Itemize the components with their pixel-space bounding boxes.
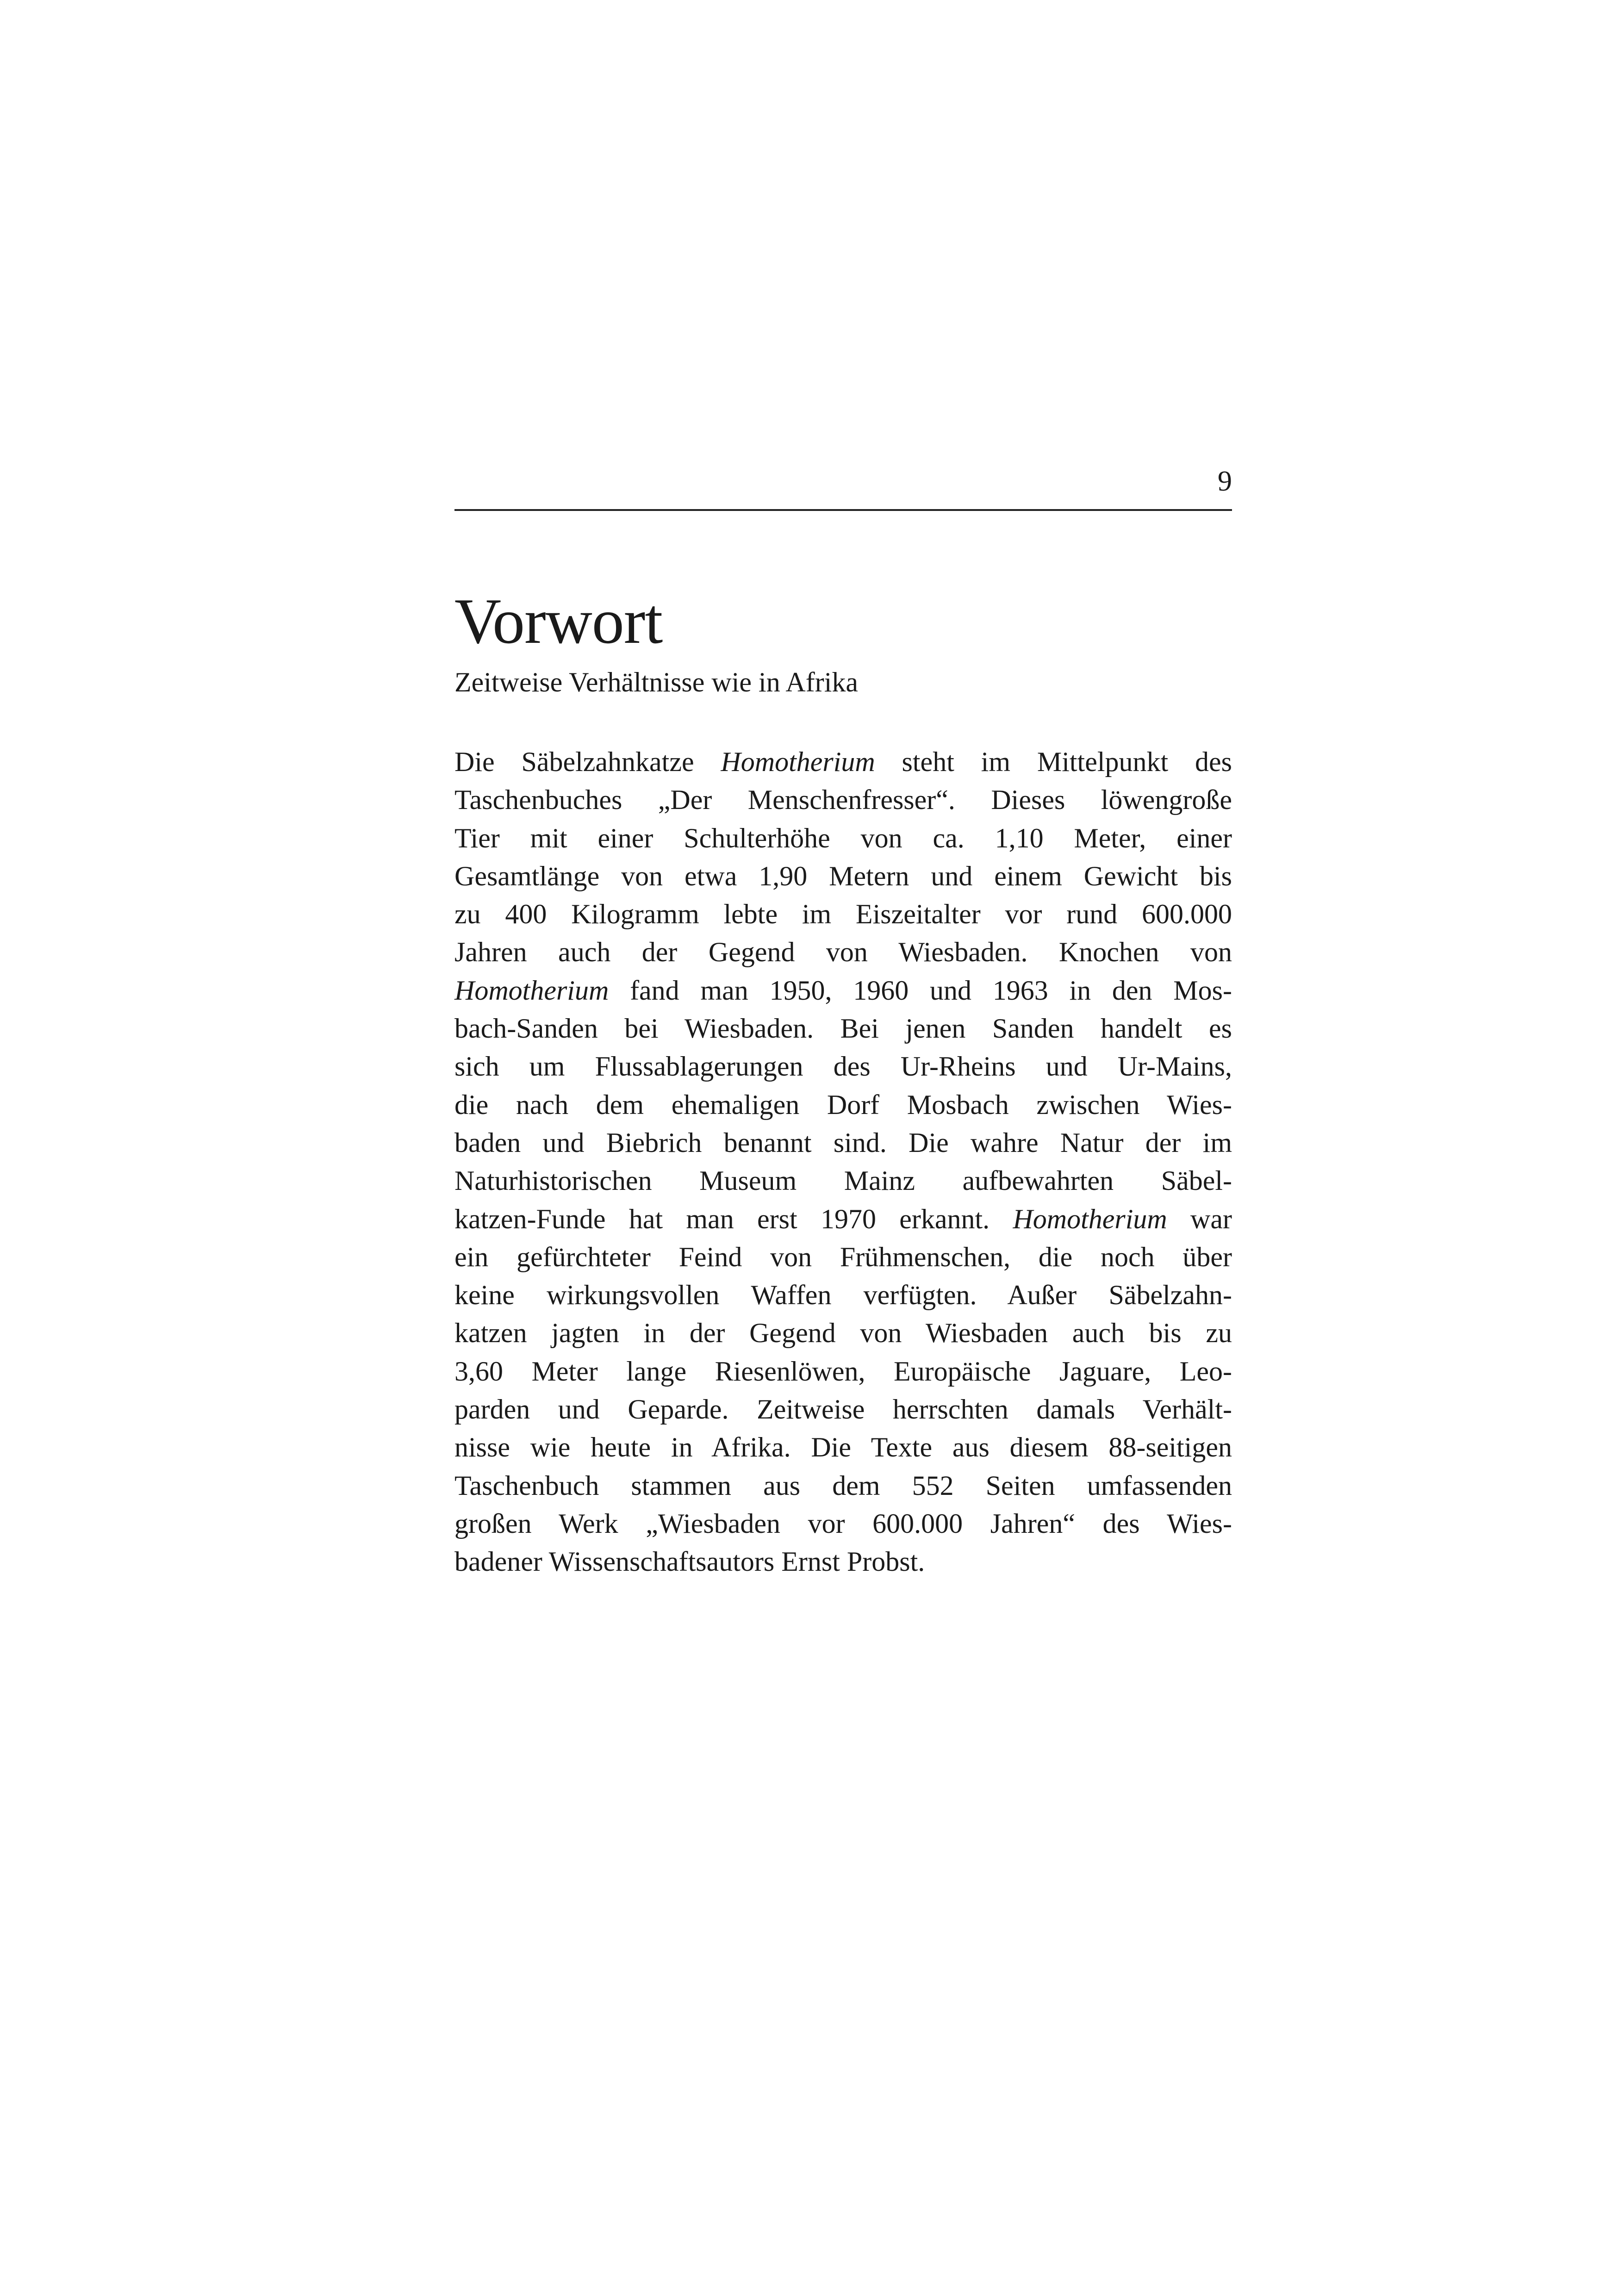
body-line <box>454 1162 1232 1200</box>
body-text-run: Jahren auch der Gegend von Wiesbaden. Knochen von <box>454 937 1232 968</box>
body-line <box>454 1047 1232 1085</box>
body-text-run: Taschenbuch stammen aus dem 552 Seiten umfassenden <box>454 1470 1232 1501</box>
chapter-subtitle: Zeitweise Verhältnisse wie in Afrika <box>454 667 858 697</box>
body-line <box>454 1390 1232 1428</box>
body-line <box>454 781 1232 819</box>
italic-taxon-name: Homotherium <box>454 975 609 1006</box>
running-header <box>454 463 1232 512</box>
body-line <box>454 971 1232 1009</box>
body-line <box>454 1467 1232 1505</box>
body-text-run: Tier mit einer Schulterhöhe von ca. 1,10 Meter, einer <box>454 822 1232 853</box>
body-line <box>454 1009 1232 1047</box>
body-text-run: steht im Mittelpunkt des <box>875 747 1232 777</box>
body-line <box>454 819 1232 857</box>
body-text-run: 3,60 Meter lange Riesenlöwen, Europäische Jaguare, Leo- <box>454 1356 1232 1387</box>
italic-taxon-name: Homotherium <box>721 747 875 777</box>
chapter-title: Vorwort <box>454 585 663 657</box>
body-text-run: Taschenbuches „Der Menschenfresser“. Dieses löwengroße <box>454 784 1232 815</box>
body-line <box>454 1505 1232 1543</box>
body-text-run: baden und Biebrich benannt sind. Die wahre Natur der im <box>454 1127 1232 1158</box>
body-text-run: war <box>1167 1203 1232 1234</box>
body-text-run: bach-Sanden bei Wiesbaden. Bei jenen Sanden handelt es <box>454 1013 1232 1044</box>
body-line <box>454 1200 1232 1238</box>
body-line <box>454 743 1232 781</box>
body-text-run: nisse wie heute in Afrika. Die Texte aus diesem 88-seitigen <box>454 1432 1232 1463</box>
body-line <box>454 933 1232 971</box>
body-text-run: Die Säbelzahnkatze <box>454 747 721 777</box>
body-text-run: die nach dem ehemaligen Dorf Mosbach zwischen Wies- <box>454 1089 1232 1120</box>
body-text-run: Gesamtlänge von etwa 1,90 Metern und einem Gewicht bis <box>454 860 1232 891</box>
body-text-run: badener Wissenschaftsautors Ernst Probst. <box>454 1546 925 1577</box>
body-line <box>454 1124 1232 1162</box>
body-text <box>454 743 1232 1581</box>
body-text-run: zu 400 Kilogramm lebte im Eiszeitalter vor rund 600.000 <box>454 899 1232 930</box>
body-text-run: parden und Geparde. Zeitweise herrschten damals Verhält- <box>454 1394 1232 1425</box>
page-number: 9 <box>1218 466 1232 497</box>
body-line <box>454 1543 1232 1580</box>
body-text-run: katzen-Funde hat man erst 1970 erkannt. <box>454 1203 1013 1234</box>
body-line <box>454 1238 1232 1276</box>
body-text-run: katzen jagten in der Gegend von Wiesbaden auch bis zu <box>454 1318 1232 1349</box>
body-line <box>454 1428 1232 1466</box>
body-text-run: ein gefürchteter Feind von Frühmenschen, die noch über <box>454 1241 1232 1272</box>
body-line <box>454 895 1232 933</box>
italic-taxon-name: Homotherium <box>1013 1203 1167 1234</box>
body-text-run: fand man 1950, 1960 und 1963 in den Mos- <box>609 975 1232 1006</box>
body-line <box>454 1314 1232 1352</box>
body-text-run: keine wirkungsvollen Waffen verfügten. Außer Säbelzahn- <box>454 1280 1232 1311</box>
body-text-run: Naturhistorischen Museum Mainz aufbewahrten Säbel- <box>454 1165 1232 1196</box>
body-text-run: großen Werk „Wiesbaden vor 600.000 Jahren“ des Wies- <box>454 1508 1232 1539</box>
body-line <box>454 1086 1232 1124</box>
header-rule <box>454 509 1232 511</box>
body-text-run: sich um Flussablagerungen des Ur-Rheins und Ur-Mains, <box>454 1051 1232 1082</box>
body-line <box>454 1276 1232 1314</box>
body-line <box>454 857 1232 895</box>
body-line <box>454 1352 1232 1390</box>
